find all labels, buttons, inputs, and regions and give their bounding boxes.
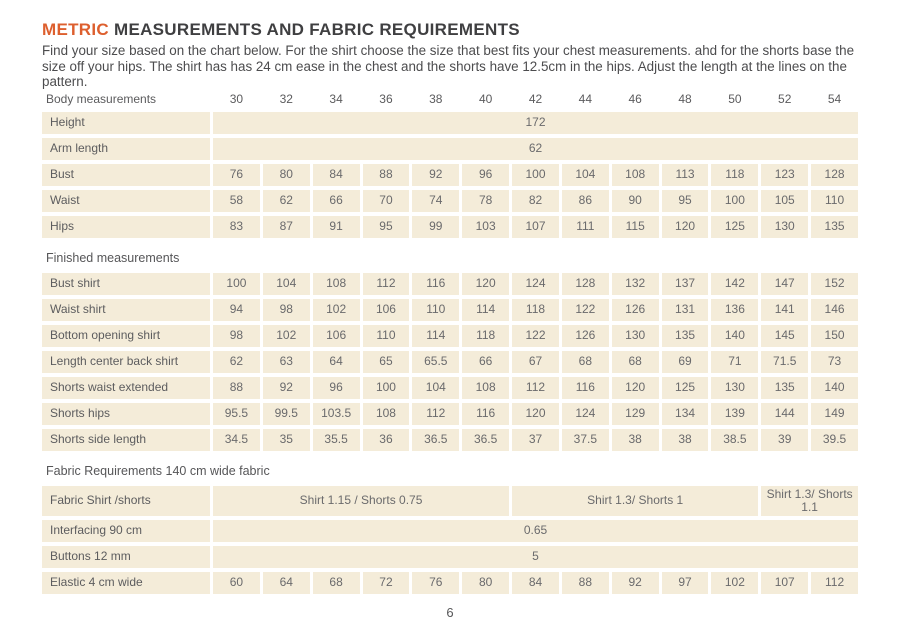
table-cell: 72	[363, 572, 410, 594]
table-cell: 120	[612, 377, 659, 399]
table-cell: 37	[512, 429, 559, 451]
row-label: Buttons 12 mm	[42, 546, 210, 568]
table-cell: 62	[213, 138, 858, 160]
table-cell: 128	[811, 164, 858, 186]
table-cell: 80	[263, 164, 310, 186]
table-cell: 115	[612, 216, 659, 238]
table-cell: 130	[711, 377, 758, 399]
table-cell: 39	[761, 429, 808, 451]
table-cell: 76	[412, 572, 459, 594]
table-cell: 118	[512, 299, 559, 321]
table-row	[42, 164, 858, 186]
size-header: 38	[429, 92, 443, 107]
row-label: Interfacing 90 cm	[42, 520, 210, 542]
table-cell: 88	[213, 377, 260, 399]
table-row	[42, 216, 858, 238]
table-cell: 108	[612, 164, 659, 186]
table-cell: 108	[462, 377, 509, 399]
table-cell: Shirt 1.15 / Shorts 0.75	[213, 486, 509, 516]
table-cell: 94	[213, 299, 260, 321]
table-cell: 112	[412, 403, 459, 425]
table-cell: 146	[811, 299, 858, 321]
row-label: Height	[42, 112, 210, 134]
table-cell: 147	[761, 273, 808, 295]
table-cell: 5	[213, 546, 858, 568]
table-cell: 132	[612, 273, 659, 295]
table-cell: 122	[562, 299, 609, 321]
table-cell: 152	[811, 273, 858, 295]
size-header: 50	[728, 92, 742, 107]
row-label: Bottom opening shirt	[42, 325, 210, 347]
table-row	[42, 138, 858, 160]
table-cell: 120	[662, 216, 709, 238]
table-cell: 139	[711, 403, 758, 425]
table-cell: 65	[363, 351, 410, 373]
table-cell: 68	[612, 351, 659, 373]
table-row	[42, 486, 858, 516]
table-cell: 60	[213, 572, 260, 594]
table-cell: 68	[313, 572, 360, 594]
table-cell: 135	[662, 325, 709, 347]
table-cell: 35.5	[313, 429, 360, 451]
table-cell: 100	[363, 377, 410, 399]
header-label: Body measurements	[46, 92, 157, 107]
table-cell: Shirt 1.3/ Shorts 1	[512, 486, 758, 516]
table-cell: 38	[612, 429, 659, 451]
table-cell: 128	[562, 273, 609, 295]
table-cell: 38.5	[711, 429, 758, 451]
table-cell: 66	[462, 351, 509, 373]
section-heading: Fabric Requirements 140 cm wide fabric	[46, 463, 270, 478]
table-cell: 112	[811, 572, 858, 594]
table-cell: 105	[761, 190, 808, 212]
table-cell: 104	[562, 164, 609, 186]
table-row	[42, 429, 858, 451]
table-cell: 110	[811, 190, 858, 212]
table-cell: 92	[412, 164, 459, 186]
table-cell: 116	[562, 377, 609, 399]
table-cell: 135	[811, 216, 858, 238]
table-cell: 98	[263, 299, 310, 321]
table-cell: 142	[711, 273, 758, 295]
table-cell: 141	[761, 299, 808, 321]
table-row	[42, 325, 858, 347]
row-label: Elastic 4 cm wide	[42, 572, 210, 594]
table-cell: 110	[363, 325, 410, 347]
table-cell: 116	[412, 273, 459, 295]
table-cell: 84	[512, 572, 559, 594]
size-header: 36	[379, 92, 393, 107]
size-header: 48	[678, 92, 692, 107]
section-heading: Finished measurements	[46, 250, 180, 265]
table-row	[42, 377, 858, 399]
table-cell: 98	[213, 325, 260, 347]
table-cell: 150	[811, 325, 858, 347]
table-cell: 131	[662, 299, 709, 321]
table-cell: 129	[612, 403, 659, 425]
table-cell: 36	[363, 429, 410, 451]
table-cell: 96	[313, 377, 360, 399]
row-label: Shorts hips	[42, 403, 210, 425]
page-number: 6	[446, 604, 454, 620]
table-cell: 90	[612, 190, 659, 212]
page-title	[42, 20, 858, 40]
table-cell: 86	[562, 190, 609, 212]
table-cell: 118	[462, 325, 509, 347]
size-header: 30	[229, 92, 244, 107]
table-cell: Shirt 1.3/ Shorts 1.1	[761, 486, 858, 516]
table-cell: 62	[213, 351, 260, 373]
table-cell: 130	[612, 325, 659, 347]
table-cell: 66	[313, 190, 360, 212]
table-cell: 102	[711, 572, 758, 594]
table-cell: 91	[313, 216, 360, 238]
table-cell: 73	[811, 351, 858, 373]
table-cell: 95	[662, 190, 709, 212]
table-cell: 71.5	[761, 351, 808, 373]
table-cell: 144	[761, 403, 808, 425]
table-cell: 108	[313, 273, 360, 295]
table-cell: 172	[213, 112, 858, 134]
table-cell: 149	[811, 403, 858, 425]
table-cell: 74	[412, 190, 459, 212]
row-label: Shorts side length	[42, 429, 210, 451]
table-cell: 110	[412, 299, 459, 321]
table-cell: 113	[662, 164, 709, 186]
table-cell: 82	[512, 190, 559, 212]
row-label: Bust	[42, 164, 210, 186]
table-cell: 36.5	[412, 429, 459, 451]
table-cell: 122	[512, 325, 559, 347]
table-cell: 125	[662, 377, 709, 399]
table-cell: 80	[462, 572, 509, 594]
table-cell: 87	[263, 216, 310, 238]
table-cell: 145	[761, 325, 808, 347]
row-label: Fabric Shirt /shorts	[42, 486, 210, 516]
table-cell: 70	[363, 190, 410, 212]
table-row	[42, 351, 858, 373]
table-cell: 111	[562, 216, 609, 238]
table-cell: 123	[761, 164, 808, 186]
measurement-table	[42, 92, 858, 594]
table-cell: 125	[711, 216, 758, 238]
row-label: Arm length	[42, 138, 210, 160]
row-label: Waist	[42, 190, 210, 212]
size-header: 34	[329, 92, 343, 107]
table-cell: 92	[263, 377, 310, 399]
table-cell: 140	[811, 377, 858, 399]
table-cell: 58	[213, 190, 260, 212]
table-row	[42, 112, 858, 134]
size-header: 32	[279, 92, 293, 107]
table-cell: 134	[662, 403, 709, 425]
table-cell: 64	[263, 572, 310, 594]
table-row	[42, 273, 858, 295]
table-cell: 35	[263, 429, 310, 451]
size-header: 40	[478, 92, 493, 107]
table-cell: 88	[562, 572, 609, 594]
size-header: 52	[778, 92, 792, 107]
table-cell: 102	[263, 325, 310, 347]
table-cell: 97	[662, 572, 709, 594]
table-cell: 140	[711, 325, 758, 347]
table-cell: 100	[213, 273, 260, 295]
size-header: 54	[827, 92, 842, 107]
table-cell: 39.5	[811, 429, 858, 451]
table-cell: 104	[263, 273, 310, 295]
row-label: Hips	[42, 216, 210, 238]
table-row	[42, 572, 858, 594]
table-cell: 95.5	[213, 403, 260, 425]
table-cell: 62	[263, 190, 310, 212]
title-rest: MEASUREMENTS AND FABRIC REQUIREMENTS	[108, 20, 520, 39]
intro-text: Find your size based on the chart below. For the shirt choose the size that best fits your chest measurements. ahd for the shorts base the size off your hips. The shirt has has 24 cm ease in the chest and the shorts have 12.5cm in the hips. Adjust the length at the lines on the pattern.	[42, 43, 855, 90]
table-cell: 130	[761, 216, 808, 238]
table-cell: 103.5	[313, 403, 360, 425]
table-cell: 99.5	[263, 403, 310, 425]
table-row	[42, 190, 858, 212]
table-cell: 104	[412, 377, 459, 399]
table-cell: 63	[263, 351, 310, 373]
table-cell: 114	[462, 299, 509, 321]
table-cell: 126	[612, 299, 659, 321]
table-cell: 64	[313, 351, 360, 373]
table-header-row	[42, 92, 858, 107]
row-label: Shorts waist extended	[42, 377, 210, 399]
table-cell: 112	[512, 377, 559, 399]
table-cell: 137	[662, 273, 709, 295]
table-cell: 76	[213, 164, 260, 186]
table-cell: 107	[761, 572, 808, 594]
table-cell: 69	[662, 351, 709, 373]
table-cell: 0.65	[213, 520, 858, 542]
table-cell: 135	[761, 377, 808, 399]
table-cell: 124	[562, 403, 609, 425]
table-cell: 78	[462, 190, 509, 212]
table-cell: 116	[462, 403, 509, 425]
row-label: Length center back shirt	[42, 351, 210, 373]
table-cell: 96	[462, 164, 509, 186]
size-header: 46	[628, 92, 642, 107]
table-cell: 36.5	[462, 429, 509, 451]
table-cell: 106	[363, 299, 410, 321]
table-row	[42, 403, 858, 425]
table-cell: 68	[562, 351, 609, 373]
table-cell: 92	[612, 572, 659, 594]
table-cell: 136	[711, 299, 758, 321]
table-cell: 103	[462, 216, 509, 238]
table-cell: 65.5	[412, 351, 459, 373]
table-cell: 112	[363, 273, 410, 295]
table-cell: 100	[512, 164, 559, 186]
table-cell: 34.5	[213, 429, 260, 451]
table-cell: 88	[363, 164, 410, 186]
table-cell: 118	[711, 164, 758, 186]
size-header: 42	[528, 92, 543, 107]
table-cell: 120	[512, 403, 559, 425]
table-cell: 38	[662, 429, 709, 451]
table-row	[42, 546, 858, 568]
table-cell: 67	[512, 351, 559, 373]
title-accent: METRIC	[42, 20, 109, 39]
table-cell: 100	[711, 190, 758, 212]
table-cell: 95	[363, 216, 410, 238]
row-label: Bust shirt	[42, 273, 210, 295]
table-cell: 120	[462, 273, 509, 295]
table-cell: 83	[213, 216, 260, 238]
table-cell: 99	[412, 216, 459, 238]
table-cell: 37.5	[562, 429, 609, 451]
table-cell: 84	[313, 164, 360, 186]
table-cell: 108	[363, 403, 410, 425]
table-row	[42, 299, 858, 321]
table-cell: 71	[711, 351, 758, 373]
table-row	[42, 520, 858, 542]
table-cell: 114	[412, 325, 459, 347]
table-cell: 126	[562, 325, 609, 347]
size-header: 44	[578, 92, 593, 107]
table-cell: 124	[512, 273, 559, 295]
table-cell: 102	[313, 299, 360, 321]
row-label: Waist shirt	[42, 299, 210, 321]
table-cell: 106	[313, 325, 360, 347]
table-cell: 107	[512, 216, 559, 238]
